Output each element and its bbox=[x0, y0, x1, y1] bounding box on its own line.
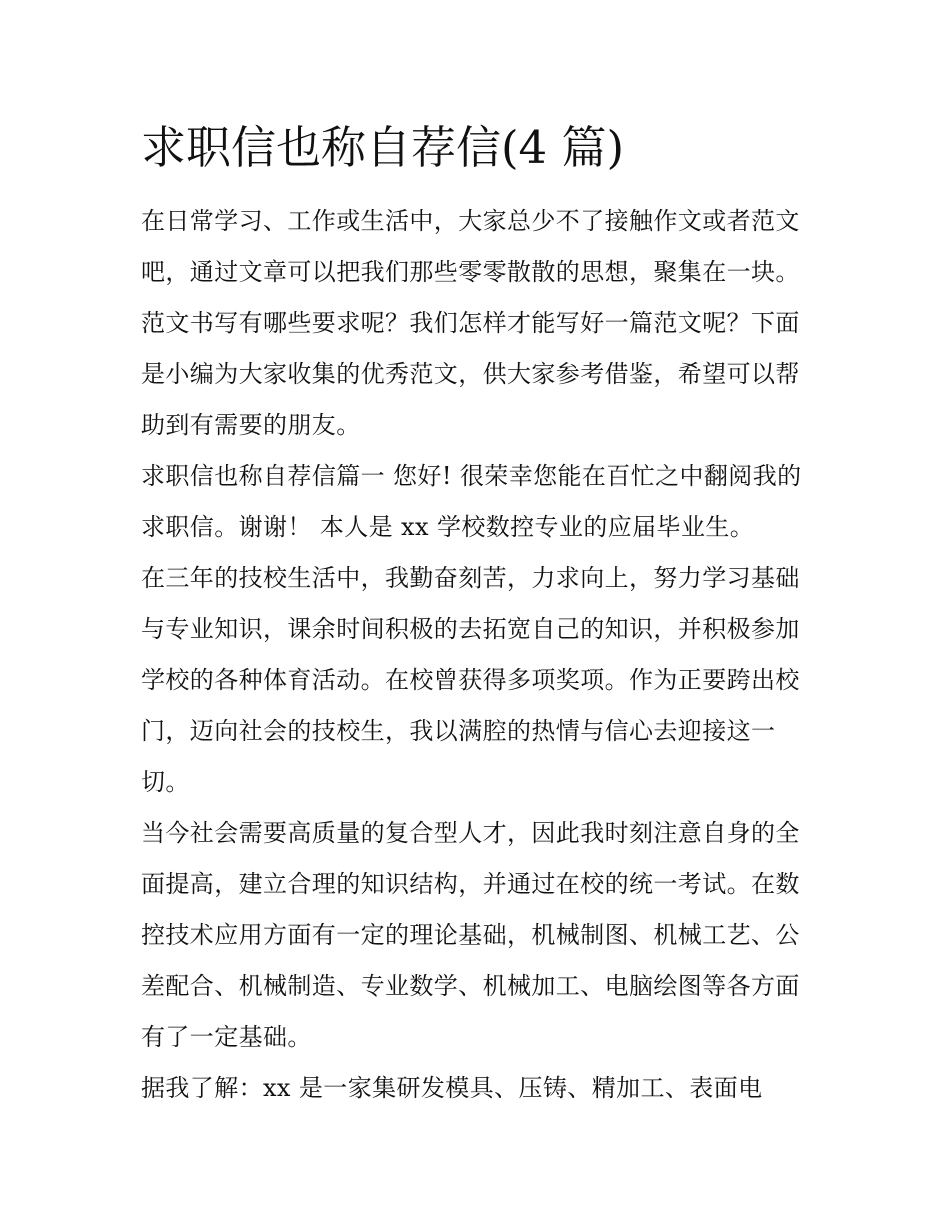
body-line: 当今社会需要高质量的复合型人才，因此我时刻注意自身的全 bbox=[141, 819, 800, 847]
body-line: 是小编为大家收集的优秀范文，供大家参考借鉴，希望可以帮 bbox=[141, 360, 800, 388]
body-line: 切。 bbox=[141, 768, 190, 796]
body-line: 在三年的技校生活中，我勤奋刻苦，力求向上，努力学习基础 bbox=[141, 564, 800, 592]
body-line: 范文书写有哪些要求呢？我们怎样才能写好一篇范文呢？下面 bbox=[141, 309, 800, 337]
body-line: 助到有需要的朋友。 bbox=[141, 411, 361, 439]
body-line: 面提高，建立合理的知识结构，并通过在校的统一考试。在数 bbox=[141, 870, 800, 898]
body-line: 求职信也称自荐信篇一 您好! 很荣幸您能在百忙之中翻阅我的 bbox=[141, 462, 802, 490]
body-line: 学校的各种体育活动。在校曾获得多项奖项。作为正要跨出校 bbox=[141, 666, 800, 694]
body-line: 在日常学习、工作或生活中，大家总少不了接触作文或者范文 bbox=[141, 207, 800, 235]
body-line: 门，迈向社会的技校生，我以满腔的热情与信心去迎接这一 bbox=[141, 717, 776, 745]
body-line: 与专业知识，课余时间积极的去拓宽自己的知识，并积极参加 bbox=[141, 615, 800, 643]
body-line: 吧，通过文章可以把我们那些零零散散的思想，聚集在一块。 bbox=[141, 258, 800, 286]
document-body bbox=[141, 196, 821, 1114]
document-title: 求职信也称自荐信(4 篇) bbox=[141, 121, 625, 174]
body-line: 差配合、机械制造、专业数学、机械加工、电脑绘图等各方面 bbox=[141, 972, 800, 1000]
body-line: 有了一定基础。 bbox=[141, 1023, 312, 1051]
body-line: 控技术应用方面有一定的理论基础，机械制图、机械工艺、公 bbox=[141, 921, 800, 949]
body-line: 据我了解：xx 是一家集研发模具、压铸、精加工、表面电 bbox=[141, 1074, 763, 1102]
body-line: 求职信。谢谢！ 本人是 xx 学校数控专业的应届毕业生。 bbox=[141, 513, 755, 541]
